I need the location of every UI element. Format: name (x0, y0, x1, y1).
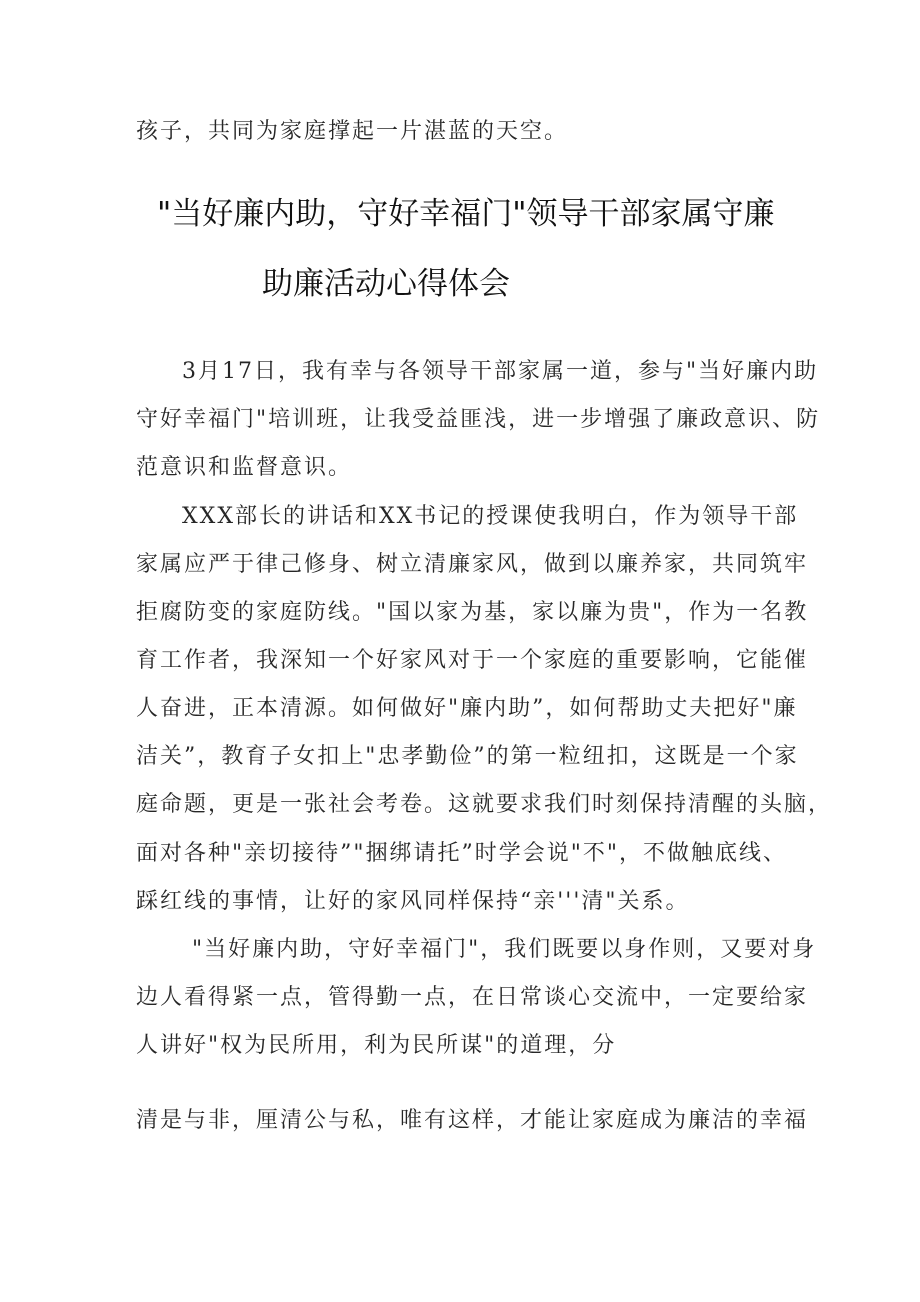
document-title-line-2: 助廉活动心得体会 (262, 266, 510, 302)
paragraph-2-line-1: XXX部长的讲话和XX书记的授课使我明白，作为领导干部 (182, 504, 799, 529)
paragraph-2-line-3: 拒腐防变的家庭防线。"国以家为基，家以廉为贵"，作为一名教 (136, 600, 809, 625)
paragraph-2-line-8: 面对各种"亲切接待”"捆绑请托”时学会说"不"，不做触底线、 (136, 841, 787, 866)
paragraph-2-line-9: 踩红线的事情，让好的家风同样保持“亲'''清"关系。 (136, 889, 690, 914)
paragraph-1-line-1: 3月17日，我有幸与各领导干部家属一道，参与"当好廉内助 (182, 359, 819, 384)
paragraph-2-line-2: 家属应严于律己修身、树立清廉家风，做到以廉养家，共同筑牢 (136, 552, 809, 577)
text-line: 孩子，共同为家庭撑起一片湛蓝的天空。 (136, 119, 569, 144)
paragraph-2-line-6: 洁关”，教育子女扣上"忠孝勤俭”的第一粒纽扣，这既是一个家 (136, 744, 799, 769)
paragraph-2-line-7: 庭命题，更是一张社会考卷。这就要求我们时刻保持清醒的头脑， (136, 792, 833, 817)
paragraph-1-line-3: 范意识和监督意识。 (136, 455, 353, 480)
paragraph-3-line-2: 边人看得紧一点，管得勤一点，在日常谈心交流中，一定要给家 (136, 985, 809, 1010)
paragraph-3-line-3: 人讲好"权为民所用，利为民所谋"的道理，分 (136, 1033, 617, 1058)
text-line: 清是与非，厘清公与私，唯有这样，才能让家庭成为廉洁的幸福 (136, 1108, 809, 1133)
paragraph-2-line-4: 育工作者，我深知一个好家风对于一个家庭的重要影响，它能催 (136, 648, 809, 673)
paragraph-2-line-5: 人奋进，正本清源。如何做好"廉内助”，如何帮助丈夫把好"廉 (136, 696, 798, 721)
paragraph-1-line-2: 守好幸福门"培训班，让我受益匪浅，进一步增强了廉政意识、防 (136, 407, 821, 432)
document-title-line-1: "当好廉内助，守好幸福门"领导干部家属守廉 (157, 196, 775, 232)
paragraph-3-line-1: "当好廉内助，守好幸福门"，我们既要以身作则，又要对身 (192, 937, 817, 962)
